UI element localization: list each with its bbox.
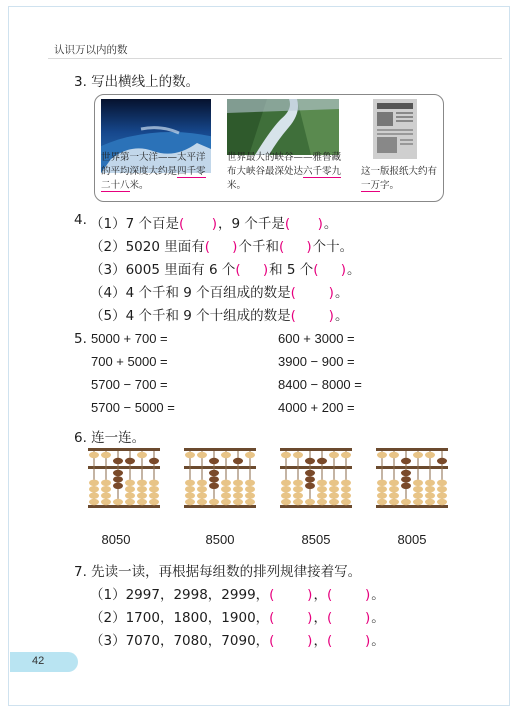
abacus-bead: [149, 499, 159, 505]
abacus-bead: [185, 486, 195, 492]
abacus-bead: [425, 492, 435, 498]
abacus-2: [184, 448, 256, 508]
q7-title: 7. 先读一读，再根据每组数的排列规律接着写。: [74, 564, 362, 580]
abacus-bead: [233, 458, 243, 464]
abacus-bead: [137, 492, 147, 498]
abacus-bead: [317, 486, 327, 492]
abacus-bead: [437, 458, 447, 464]
q5-label: 5.: [74, 331, 87, 347]
abacus-bead: [305, 476, 315, 482]
abacus-bead: [377, 499, 387, 505]
abacus-bead: [293, 480, 303, 486]
abacus-bead: [293, 492, 303, 498]
abacus-bead: [281, 480, 291, 486]
abacus-bead: [293, 499, 303, 505]
abacus-bead: [197, 492, 207, 498]
q4-item-3: （3）6005 里面有 6 个( )和 5 个( )。: [90, 262, 361, 278]
abacus-bead: [341, 480, 351, 486]
number-8005[interactable]: 8005: [397, 532, 427, 547]
abacus-bead: [221, 452, 231, 458]
q5-right-3: 8400 − 8000 =: [278, 377, 362, 392]
abacus-bead: [233, 480, 243, 486]
abacus-bead: [197, 480, 207, 486]
abacus-bead: [113, 483, 123, 489]
abacus-bead: [329, 452, 339, 458]
abacus-bead: [89, 492, 99, 498]
q5-right-2: 3900 − 900 =: [278, 354, 355, 369]
header-rule: [48, 58, 502, 59]
abacus-bead: [197, 452, 207, 458]
number-8050[interactable]: 8050: [101, 532, 131, 547]
page-number-tab: [10, 652, 78, 672]
abacus-bead: [413, 499, 423, 505]
q3-photo-panel: [94, 94, 444, 202]
abacus-bead: [425, 486, 435, 492]
q4-item-5: （5）4 个千和 9 个十组成的数是( )。: [90, 308, 349, 324]
abacus-bead: [101, 486, 111, 492]
chapter-title: 认识万以内的数: [54, 44, 128, 56]
q5-right-1: 600 + 3000 =: [278, 331, 355, 346]
abacus-bead: [245, 452, 255, 458]
abacus-bead: [341, 452, 351, 458]
abacus-bead: [209, 470, 219, 476]
abacus-bead: [149, 492, 159, 498]
abacus-bead: [305, 458, 315, 464]
abacus-bead: [389, 492, 399, 498]
q6-title: 6. 连一连。: [74, 430, 146, 446]
abacus-bead: [341, 492, 351, 498]
abacus-bead: [101, 452, 111, 458]
abacus-bead: [401, 470, 411, 476]
abacus-bead: [437, 480, 447, 486]
abacus-bead: [425, 452, 435, 458]
abacus-bead: [377, 492, 387, 498]
abacus-bead: [245, 499, 255, 505]
abacus-bead: [413, 480, 423, 486]
abacus-bead: [329, 492, 339, 498]
abacus-bead: [317, 458, 327, 464]
abacus-bead: [305, 499, 315, 505]
abacus-bead: [125, 499, 135, 505]
abacus-bead: [293, 452, 303, 458]
page-number: 42: [32, 655, 45, 667]
abacus-bead: [185, 499, 195, 505]
abacus-bead: [125, 458, 135, 464]
q5-left-2: 700 + 5000 =: [91, 354, 168, 369]
abacus-bead: [389, 499, 399, 505]
abacus-bead: [281, 486, 291, 492]
abacus-bead: [281, 499, 291, 505]
abacus-bead: [245, 486, 255, 492]
abacus-bead: [281, 492, 291, 498]
abacus-bead: [437, 486, 447, 492]
abacus-bead: [221, 492, 231, 498]
abacus-bead: [149, 486, 159, 492]
abacus-bead: [89, 499, 99, 505]
q3-title: 3. 写出横线上的数。: [74, 74, 200, 90]
number-8500[interactable]: 8500: [205, 532, 235, 547]
abacus-bead: [389, 452, 399, 458]
abacus-bead: [113, 499, 123, 505]
abacus-bead: [101, 480, 111, 486]
canyon-caption: 世界最大的峡谷——雅鲁藏布大峡谷最深处达六千零九米。: [227, 152, 342, 191]
q5-left-4: 5700 − 5000 =: [91, 400, 175, 415]
abacus-bead: [185, 480, 195, 486]
abacus-bead: [125, 492, 135, 498]
q5-right-4: 4000 + 200 =: [278, 400, 355, 415]
abacus-bead: [389, 480, 399, 486]
newspaper-caption: 这一版报纸大约有一万字。: [361, 166, 438, 191]
abacus-bead: [137, 486, 147, 492]
abacus-bead: [125, 480, 135, 486]
q5-left-3: 5700 − 700 =: [91, 377, 168, 392]
abacus-bead: [149, 480, 159, 486]
abacus-bead: [221, 486, 231, 492]
abacus-bead: [317, 492, 327, 498]
abacus-4: [376, 448, 448, 508]
abacus-bead: [437, 499, 447, 505]
abacus-bead: [125, 486, 135, 492]
abacus-bead: [413, 486, 423, 492]
abacus-bead: [185, 452, 195, 458]
abacus-bead: [425, 499, 435, 505]
abacus-bead: [197, 499, 207, 505]
q7-item-3: （3）7070，7080，7090，( )，( )。: [90, 633, 385, 649]
abacus-bead: [101, 499, 111, 505]
abacus-bead: [89, 486, 99, 492]
abacus-bead: [389, 486, 399, 492]
abacus-bead: [233, 492, 243, 498]
q4-item-1: （1）7 个百是( )，9 个千是( )。: [90, 216, 338, 232]
abacus-bead: [305, 470, 315, 476]
abacus-bead: [293, 486, 303, 492]
abacus-bead: [377, 480, 387, 486]
abacus-bead: [89, 452, 99, 458]
abacus-bead: [329, 499, 339, 505]
abacus-bead: [281, 452, 291, 458]
abacus-bead: [221, 499, 231, 505]
abacus-bead: [437, 492, 447, 498]
canyon-photo: [227, 99, 339, 155]
abacus-3: [280, 448, 352, 508]
abacus-bead: [185, 492, 195, 498]
q4-label: 4.: [74, 212, 87, 228]
abacus-bead: [329, 480, 339, 486]
abacus-bead: [413, 452, 423, 458]
abacus-bead: [341, 499, 351, 505]
abacus-bead: [113, 458, 123, 464]
abacus-bead: [245, 480, 255, 486]
abacus-bead: [329, 486, 339, 492]
abacus-bead: [137, 452, 147, 458]
number-8505[interactable]: 8505: [301, 532, 331, 547]
newspaper-photo: [373, 99, 417, 159]
abacus-bead: [317, 499, 327, 505]
abacus-bead: [209, 483, 219, 489]
abacus-bead: [401, 483, 411, 489]
abacus-bead: [245, 492, 255, 498]
abacus-bead: [401, 499, 411, 505]
abacus-bead: [89, 480, 99, 486]
ocean-caption: 世界第一大洋——太平洋的平均深度大约是四千零二十八米。: [101, 152, 206, 191]
abacus-bead: [233, 499, 243, 505]
abacus-bead: [317, 480, 327, 486]
abacus-bead: [401, 476, 411, 482]
abacus-bead: [113, 476, 123, 482]
q4-item-2: （2）5020 里面有( )个千和( )个十。: [90, 239, 354, 255]
abacus-bead: [413, 492, 423, 498]
abacus-bead: [209, 458, 219, 464]
abacus-bead: [221, 480, 231, 486]
abacus-1: [88, 448, 160, 508]
abacus-bead: [197, 486, 207, 492]
abacus-bead: [425, 480, 435, 486]
abacus-bead: [149, 458, 159, 464]
abacus-bead: [377, 452, 387, 458]
abacus-bead: [401, 458, 411, 464]
abacus-bead: [305, 483, 315, 489]
abacus-bead: [137, 499, 147, 505]
q7-item-1: （1）2997，2998，2999，( )，( )。: [90, 587, 385, 603]
abacus-bead: [341, 486, 351, 492]
q4-item-4: （4）4 个千和 9 个百组成的数是( )。: [90, 285, 349, 301]
abacus-bead: [209, 476, 219, 482]
q7-item-2: （2）1700，1800，1900，( )，( )。: [90, 610, 385, 626]
abacus-bead: [233, 486, 243, 492]
q5-left-1: 5000 + 700 =: [91, 331, 168, 346]
abacus-bead: [101, 492, 111, 498]
abacus-bead: [209, 499, 219, 505]
abacus-bead: [113, 470, 123, 476]
abacus-bead: [377, 486, 387, 492]
abacus-bead: [137, 480, 147, 486]
